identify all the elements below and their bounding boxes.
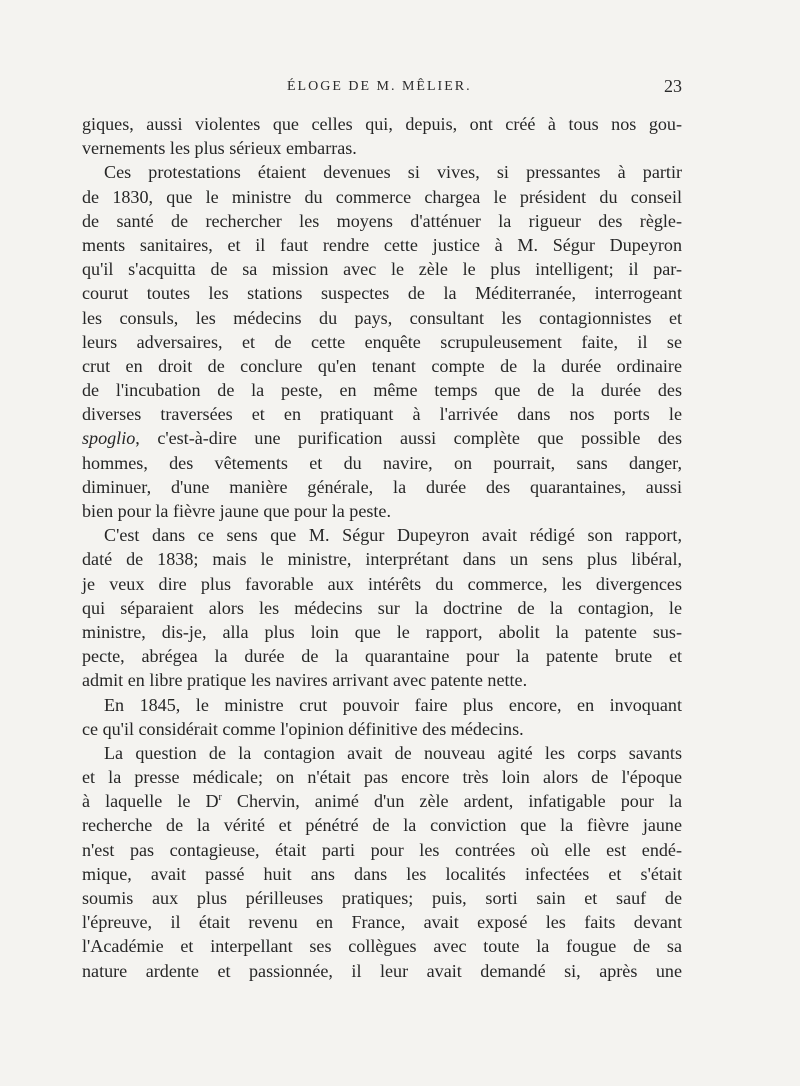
line-text: de santé de rechercher les moyens d'atténuer la rigueur des règle- [82,210,682,231]
line-text: admit en libre pratique les navires arrivant avec patente nette. [82,670,528,691]
text-line [82,257,682,281]
line-text: les consuls, les médecins du pays, consultant les contagionnistes et [82,307,682,328]
text-line [82,620,682,644]
page-header [82,76,682,100]
running-title: ÉLOGE DE M. MÊLIER. [287,79,472,94]
line-text: diverses traversées et en pratiquant à l'arrivée dans nos ports le [82,404,682,425]
text-line [82,741,682,765]
text-line [82,789,682,813]
text-line [82,596,682,620]
text-line [82,838,682,862]
text-line [82,910,682,934]
text-line [82,959,682,983]
line-text-continued: Chervin, animé d'un zèle ardent, infatigable pour la [221,791,682,812]
line-text: courut toutes les stations suspectes de la Méditerranée, interrogeant [82,283,682,304]
line-text: hommes, des vêtements et du navire, on pourrait, sans danger, [82,452,682,473]
line-text: nature ardente et passionnée, il leur avait demandé si, après une [82,960,682,981]
line-text: pecte, abrégea la durée de la quarantaine pour la patente brute et [82,646,682,667]
text-line [82,523,682,547]
text-line [82,668,682,692]
line-text: de 1830, que le ministre du commerce chargea le président du conseil [82,186,682,207]
text-line [82,765,682,789]
line-text: l'épreuve, il était revenu en France, avait exposé les faits devant [82,912,682,933]
text-line [82,426,682,450]
text-line [82,185,682,209]
line-text: crut en droit de conclure qu'en tenant compte de la durée ordinaire [82,355,682,376]
text-line [82,354,682,378]
line-text: giques, aussi violentes que celles qui, depuis, ont créé à tous nos gou- [82,114,682,134]
line-text: mique, avait passé huit ans dans les localités infectées et s'était [82,863,682,884]
text-line [82,330,682,354]
line-text: leurs adversaires, et de cette enquête scrupuleusement faite, il se [82,331,682,352]
line-text: de l'incubation de la peste, en même temps que de la durée des [82,380,682,401]
text-line [82,112,682,136]
text-line [82,717,682,741]
line-text: La question de la contagion avait de nouveau agité les corps savants [104,742,682,763]
line-text: daté de 1838; mais le ministre, interprétant dans un sens plus libéral, [82,549,682,570]
text-line [82,886,682,910]
line-text: ce qu'il considérait comme l'opinion définitive des médecins. [82,718,524,739]
line-text: En 1845, le ministre crut pouvoir faire plus encore, en invoquant [104,694,682,715]
text-line [82,451,682,475]
line-text: qui séparaient alors les médecins sur la doctrine de la contagion, le [82,597,682,618]
line-text: recherche de la vérité et pénétré de la conviction que la fièvre jaune [82,815,682,836]
italic-word: spoglio [82,428,136,449]
text-line [82,693,682,717]
line-text: l'Académie et interpellant ses collègues avec toute la fougue de sa [82,936,682,957]
text-line [82,644,682,668]
text-line [82,136,682,160]
line-text: soumis aux plus périlleuses pratiques; puis, sorti sain et sauf de [82,888,682,908]
text-line [82,306,682,330]
text-line [82,547,682,571]
superscript: r [218,792,222,804]
text-line [82,233,682,257]
line-text: à laquelle le D [82,791,219,812]
text-line [82,862,682,886]
text-line [82,160,682,184]
line-text: je veux dire plus favorable aux intérêts du commerce, les divergences [82,573,682,594]
text-line [82,281,682,305]
text-line [82,934,682,958]
line-text: n'est pas contagieuse, était parti pour les contrées où elle est endé- [82,839,682,860]
text-line [82,209,682,233]
line-text: , c'est-à-dire une purification aussi complète que possible des [135,428,682,449]
line-text: ments sanitaires, et il faut rendre cette justice à M. Ségur Dupeyron [82,234,682,255]
text-line [82,572,682,596]
line-text: bien pour la fièvre jaune que pour la peste. [82,501,391,521]
line-text: diminuer, d'une manière générale, la durée des quarantaines, aussi [82,476,682,497]
text-line [82,475,682,499]
line-text: ministre, dis-je, alla plus loin que le rapport, abolit la patente sus- [82,621,682,642]
page-number: 23 [664,76,682,96]
line-text: Ces protestations étaient devenues si vives, si pressantes à partir [104,162,682,183]
text-line [82,402,682,426]
body-text [82,112,682,983]
text-line [82,378,682,402]
line-text: et la presse médicale; on n'était pas encore très loin alors de l'époque [82,767,682,788]
line-text: qu'il s'acquitta de sa mission avec le zèle le plus intelligent; il par- [82,259,682,280]
line-text: C'est dans ce sens que M. Ségur Dupeyron avait rédigé son rapport, [104,525,682,546]
text-line [82,813,682,837]
line-text: vernements les plus sérieux embarras. [82,138,357,159]
text-line [82,499,682,523]
